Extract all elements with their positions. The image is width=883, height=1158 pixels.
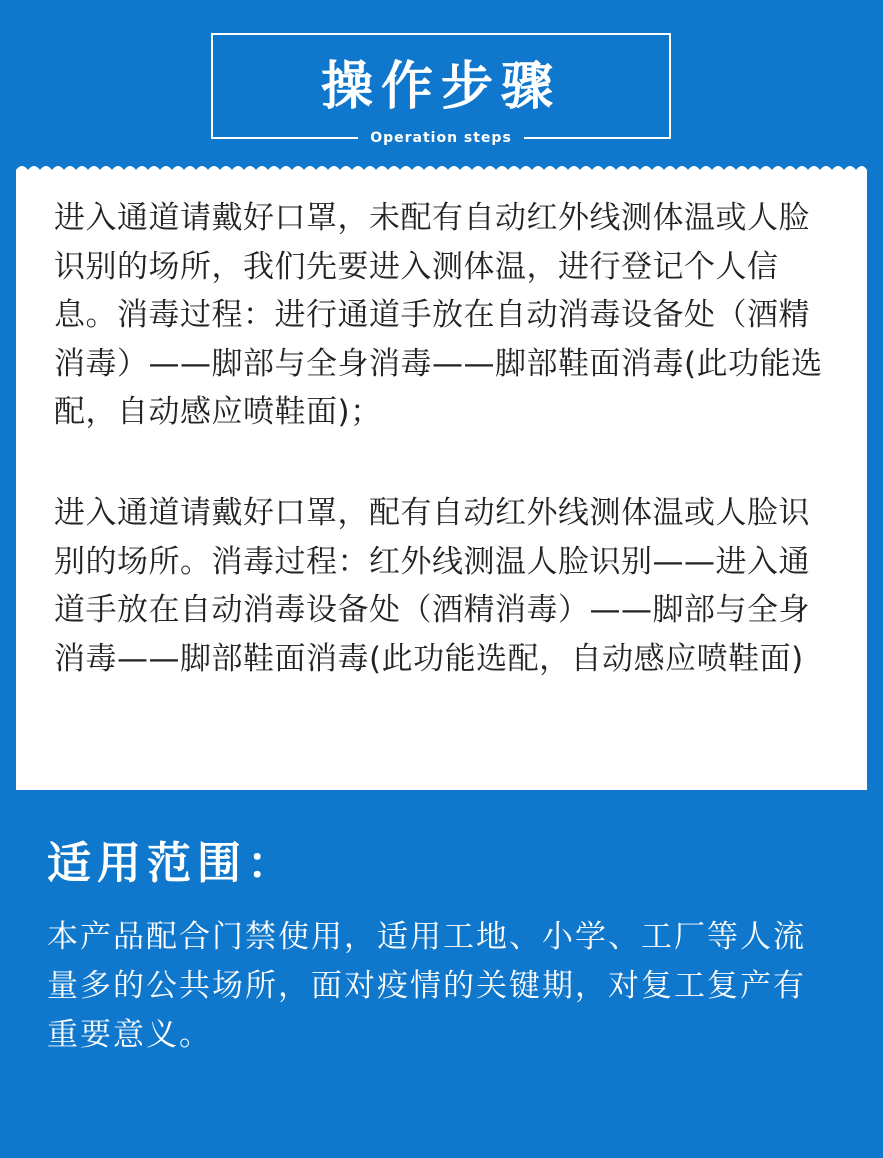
subtitle-row xyxy=(211,127,671,149)
operation-paragraph-2: 进入通道请戴好口罩，配有自动红外线测体温或人脸识别的场所。消毒过程：红外线测温人脸识别——进入通道手放在自动消毒设备处（酒精消毒）——脚部与全身消毒——脚部鞋面消毒(此功能选配，自动感应喷鞋面) xyxy=(54,495,810,677)
content-card xyxy=(16,174,867,790)
scope-heading: 适用范围： xyxy=(47,838,297,889)
subtitle-line-right xyxy=(524,137,634,139)
subtitle-line-left xyxy=(248,137,358,139)
scope-paragraph: 本产品配合门禁使用，适用工地、小学、工厂等人流量多的公共场所，面对疫情的关键期，对复工复产有重要意义。 xyxy=(47,919,806,1053)
operation-paragraph-1: 进入通道请戴好口罩，未配有自动红外线测体温或人脸识别的场所，我们先要进入测体温，进行登记个人信息。消毒过程：进行通道手放在自动消毒设备处（酒精消毒）——脚部与全身消毒——脚部鞋面消毒(此功能选配，自动感应喷鞋面)； xyxy=(54,200,823,430)
title-frame xyxy=(211,33,671,139)
page-title: 操作步骤 xyxy=(320,57,561,117)
page-subtitle: Operation steps xyxy=(358,127,524,149)
